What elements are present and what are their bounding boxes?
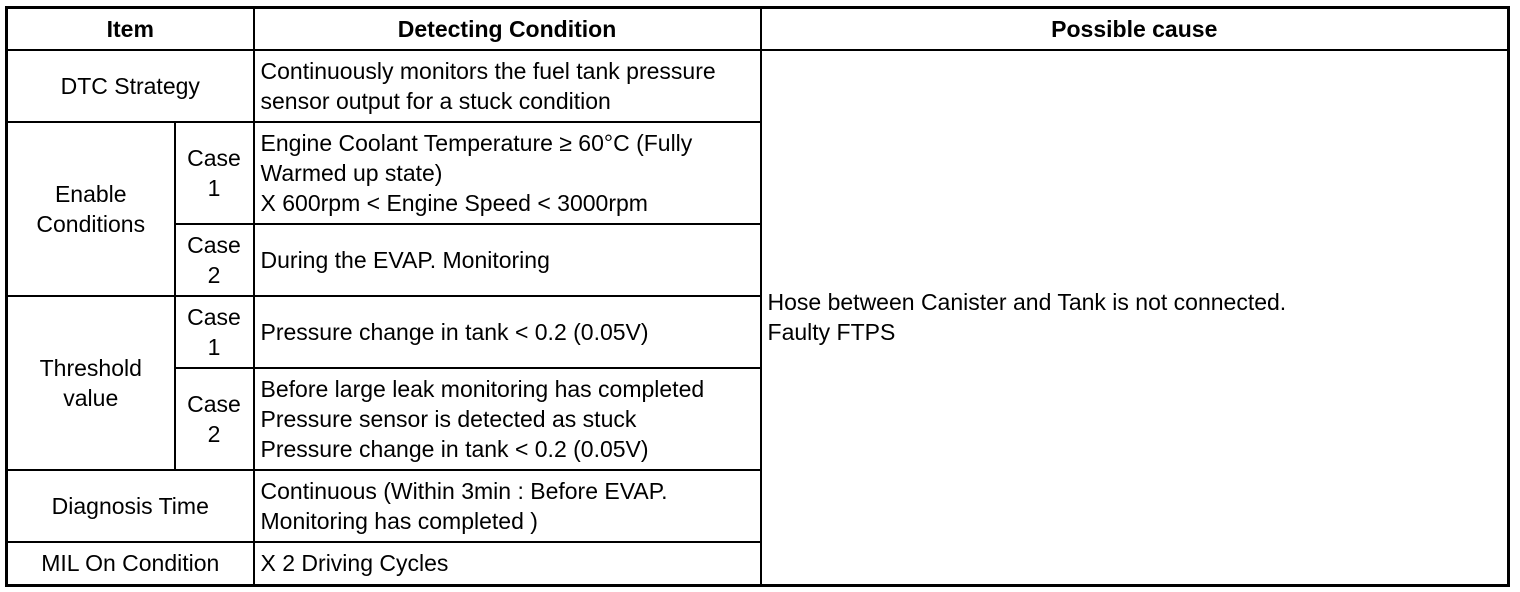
header-condition: Detecting Condition	[254, 8, 761, 50]
condition-line: Pressure change in tank < 0.2 (0.05V)	[260, 318, 649, 345]
cause-line: Hose between Canister and Tank is not connected.	[767, 289, 1287, 316]
condition-line: X 2 Driving Cycles	[260, 550, 449, 577]
case-label	[175, 296, 254, 368]
case-label	[175, 368, 254, 470]
enable-conditions-label	[7, 122, 175, 296]
mil-on-condition-label: MIL On Condition	[7, 542, 254, 586]
diagnosis-time-label: Diagnosis Time	[7, 470, 254, 542]
label-line: 1	[207, 174, 221, 201]
label-line: 1	[207, 333, 221, 360]
label-line: Conditions	[36, 210, 146, 237]
table-row	[7, 50, 1509, 122]
label-line: Case	[187, 303, 241, 330]
label-line: 2	[207, 420, 221, 447]
header-cause: Possible cause	[761, 8, 1509, 50]
condition-line: Engine Coolant Temperature ≥ 60°C (Fully	[260, 129, 693, 156]
condition-line: Pressure sensor is detected as stuck	[260, 405, 637, 432]
label-line: Threshold	[39, 354, 142, 381]
label-line: Case	[187, 390, 241, 417]
condition-line: Monitoring has completed )	[260, 507, 538, 534]
dtc-strategy-condition	[254, 50, 761, 122]
condition-line: Pressure change in tank < 0.2 (0.05V)	[260, 435, 649, 462]
dtc-strategy-label: DTC Strategy	[7, 50, 254, 122]
header-row	[7, 8, 1509, 50]
enable-case1-condition	[254, 122, 761, 224]
dtc-table	[5, 6, 1510, 587]
diagnosis-time-condition	[254, 470, 761, 542]
label-line: Case	[187, 144, 241, 171]
condition-line: Before large leak monitoring has completed	[260, 375, 705, 402]
mil-on-condition	[254, 542, 761, 586]
label-line: Enable	[54, 180, 127, 207]
case-label	[175, 122, 254, 224]
condition-line: Warmed up state)	[260, 159, 443, 186]
case-label	[175, 224, 254, 296]
label-line: 2	[207, 261, 221, 288]
threshold-value-label	[7, 296, 175, 470]
label-line: Case	[187, 231, 241, 258]
condition-line: X 600rpm < Engine Speed < 3000rpm	[260, 189, 648, 216]
enable-case2-condition	[254, 224, 761, 296]
condition-line: sensor output for a stuck condition	[260, 87, 611, 114]
label-line: value	[63, 384, 119, 411]
possible-cause-cell	[761, 50, 1509, 586]
threshold-case2-condition	[254, 368, 761, 470]
header-item: Item	[7, 8, 254, 50]
condition-line: During the EVAP. Monitoring	[260, 246, 550, 273]
cause-line: Faulty FTPS	[767, 319, 896, 346]
threshold-case1-condition	[254, 296, 761, 368]
condition-line: Continuous (Within 3min : Before EVAP.	[260, 477, 668, 504]
condition-line: Continuously monitors the fuel tank pressure	[260, 57, 716, 84]
